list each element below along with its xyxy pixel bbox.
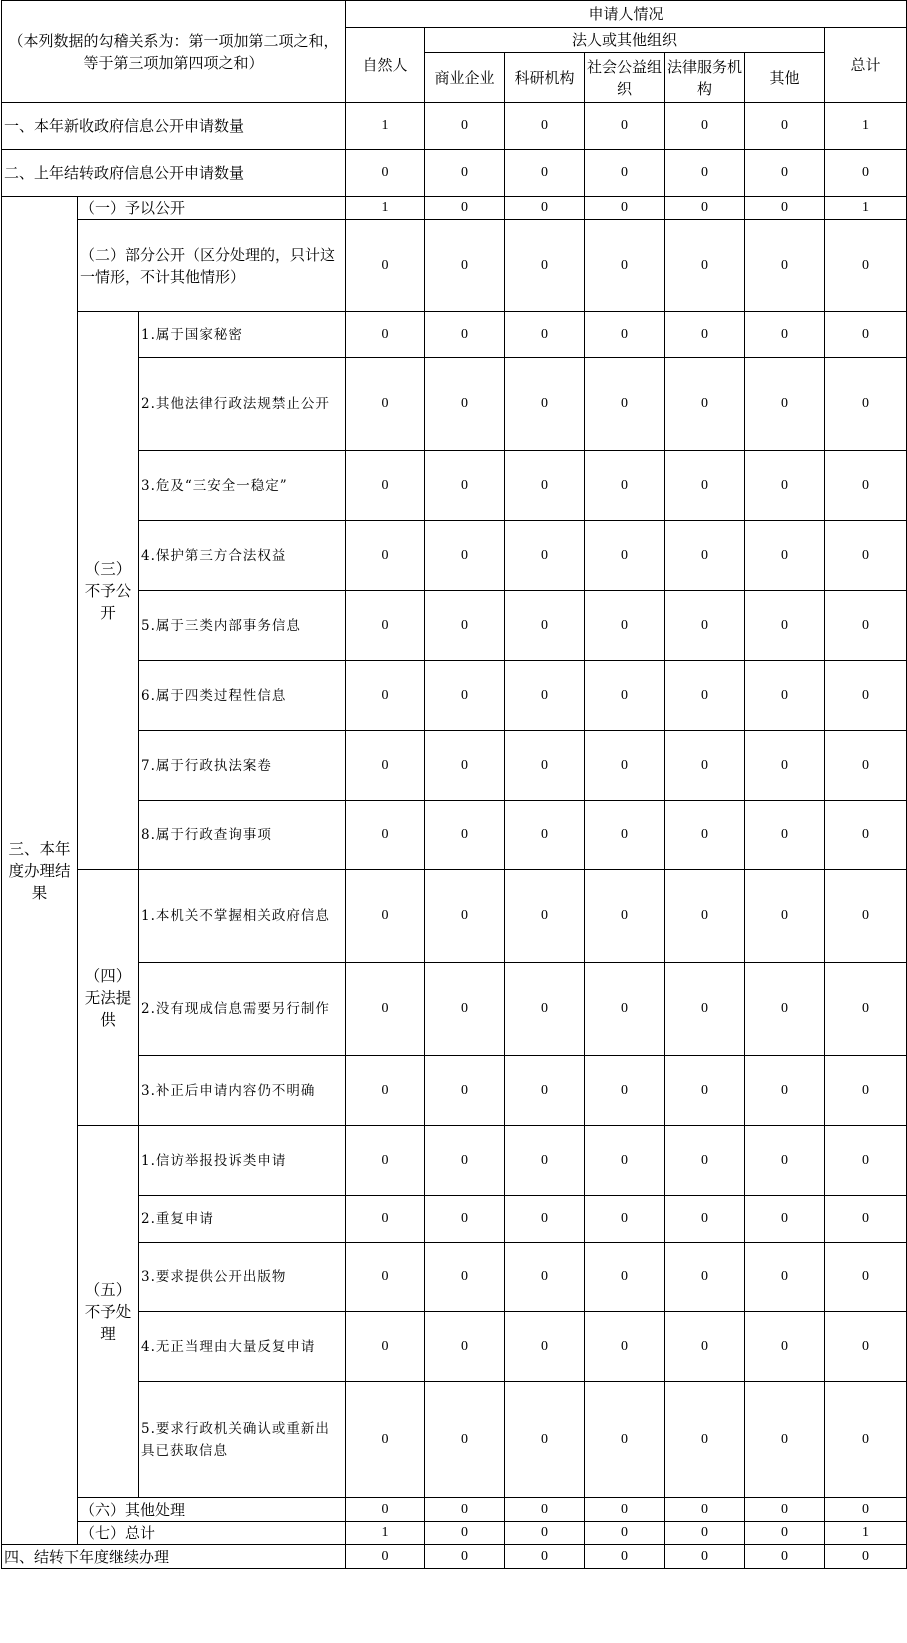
value-cell: 0 [425,731,505,801]
table-row [2,870,907,963]
value-cell: 0 [585,150,665,197]
value-cell: 0 [585,661,665,731]
row-label: （七）总计 [78,1522,346,1545]
value-cell: 0 [346,1382,425,1498]
table-row [2,103,907,150]
value-cell: 0 [425,591,505,661]
value-cell: 0 [825,1545,907,1569]
value-cell: 0 [665,103,745,150]
table-row [2,150,907,197]
value-cell: 0 [825,1382,907,1498]
value-cell: 0 [665,358,745,451]
value-cell: 0 [745,1243,825,1312]
value-cell: 0 [825,451,907,521]
value-cell: 0 [425,1545,505,1569]
value-cell: 0 [505,1498,585,1522]
value-cell: 0 [665,150,745,197]
value-cell: 1 [346,103,425,150]
header-sub-column: 法律服务机构 [665,53,745,103]
sub-row-label: 1.信访举报投诉类申请 [139,1126,346,1196]
value-cell: 0 [745,521,825,591]
sub-row-label: 3.补正后申请内容仍不明确 [139,1056,346,1126]
value-cell: 0 [825,870,907,963]
value-cell: 0 [346,1312,425,1382]
value-cell: 0 [505,521,585,591]
value-cell: 0 [585,1382,665,1498]
value-cell: 0 [585,312,665,358]
value-cell: 0 [585,358,665,451]
group-label-3: （三）不予公开 [78,312,139,870]
value-cell: 0 [425,1382,505,1498]
value-cell: 0 [425,1126,505,1196]
value-cell: 0 [505,1312,585,1382]
value-cell: 0 [745,1056,825,1126]
value-cell: 0 [585,963,665,1056]
sub-row-label: 6.属于四类过程性信息 [139,661,346,731]
value-cell: 0 [505,1545,585,1569]
value-cell: 0 [505,591,585,661]
value-cell: 1 [825,103,907,150]
value-cell: 0 [825,150,907,197]
value-cell: 0 [505,1243,585,1312]
value-cell: 0 [585,870,665,963]
value-cell: 0 [505,197,585,220]
value-cell: 0 [665,451,745,521]
header-sub-column: 社会公益组织 [585,53,665,103]
sub-row-label: 5.属于三类内部事务信息 [139,591,346,661]
value-cell: 0 [505,1382,585,1498]
value-cell: 0 [505,220,585,312]
value-cell: 0 [585,1312,665,1382]
section-label-3: 三、本年度办理结果 [2,197,78,1545]
sub-row-label: 4.保护第三方合法权益 [139,521,346,591]
value-cell: 0 [745,963,825,1056]
value-cell: 0 [585,451,665,521]
row-label: （二）部分公开（区分处理的，只计这一情形，不计其他情形） [78,220,346,312]
row-label: 二、上年结转政府信息公开申请数量 [2,150,346,197]
value-cell: 0 [585,1498,665,1522]
value-cell: 0 [425,358,505,451]
value-cell: 0 [665,801,745,870]
value-cell: 1 [825,197,907,220]
value-cell: 0 [346,220,425,312]
value-cell: 0 [745,801,825,870]
value-cell: 0 [425,312,505,358]
value-cell: 0 [665,1126,745,1196]
table-body [2,1,907,1569]
value-cell: 0 [425,1498,505,1522]
table-row [2,220,907,312]
value-cell: 0 [825,591,907,661]
value-cell: 0 [585,1545,665,1569]
value-cell: 0 [505,451,585,521]
value-cell: 0 [346,731,425,801]
sub-row-label: 5.要求行政机关确认或重新出具已获取信息 [139,1382,346,1498]
value-cell: 0 [585,1522,665,1545]
sub-row-label: 1.本机关不掌握相关政府信息 [139,870,346,963]
value-cell: 0 [585,220,665,312]
header-legal-or-other-org: 法人或其他组织 [425,28,825,53]
table-row [2,1126,907,1196]
value-cell: 0 [425,1522,505,1545]
header-row-1 [2,1,907,28]
value-cell: 0 [346,963,425,1056]
header-sub-column: 商业企业 [425,53,505,103]
value-cell: 0 [505,1522,585,1545]
value-cell: 0 [505,1196,585,1243]
row-label: 四、结转下年度继续办理 [2,1545,346,1569]
group-label-5: （五）不予处理 [78,1126,139,1498]
sub-row-label: 2.没有现成信息需要另行制作 [139,963,346,1056]
sub-row-label: 4.无正当理由大量反复申请 [139,1312,346,1382]
value-cell: 0 [346,1498,425,1522]
value-cell: 0 [346,1196,425,1243]
value-cell: 0 [505,870,585,963]
value-cell: 0 [825,1312,907,1382]
value-cell: 0 [505,312,585,358]
group-label-4: （四）无法提供 [78,870,139,1126]
value-cell: 0 [425,963,505,1056]
value-cell: 0 [346,1545,425,1569]
row-label: （六）其他处理 [78,1498,346,1522]
value-cell: 0 [346,1126,425,1196]
sub-row-label: 3.要求提供公开出版物 [139,1243,346,1312]
value-cell: 0 [505,150,585,197]
value-cell: 0 [346,451,425,521]
header-applicant-situation: 申请人情况 [346,1,907,28]
value-cell: 0 [745,1382,825,1498]
value-cell: 0 [585,521,665,591]
value-cell: 0 [425,1056,505,1126]
value-cell: 0 [505,731,585,801]
value-cell: 0 [346,801,425,870]
value-cell: 0 [425,197,505,220]
value-cell: 1 [346,1522,425,1545]
value-cell: 0 [825,661,907,731]
value-cell: 0 [825,220,907,312]
value-cell: 0 [745,312,825,358]
value-cell: 0 [745,103,825,150]
value-cell: 0 [745,1498,825,1522]
sub-row-label: 8.属于行政查询事项 [139,801,346,870]
value-cell: 0 [346,150,425,197]
value-cell: 0 [665,1522,745,1545]
value-cell: 0 [425,521,505,591]
table-row [2,1545,907,1569]
value-cell: 0 [425,1196,505,1243]
sub-row-label: 3.危及“三安全一稳定” [139,451,346,521]
value-cell: 1 [346,197,425,220]
sub-row-label: 7.属于行政执法案卷 [139,731,346,801]
value-cell: 0 [745,1522,825,1545]
value-cell: 0 [505,358,585,451]
row-label: （一）予以公开 [78,197,346,220]
value-cell: 0 [665,963,745,1056]
value-cell: 0 [825,801,907,870]
value-cell: 0 [745,451,825,521]
table-row [2,312,907,358]
value-cell: 0 [505,963,585,1056]
value-cell: 0 [665,870,745,963]
header-natural-person: 自然人 [346,28,425,103]
value-cell: 0 [665,1545,745,1569]
value-cell: 0 [346,591,425,661]
header-sub-column: 科研机构 [505,53,585,103]
value-cell: 0 [825,312,907,358]
value-cell: 0 [425,1312,505,1382]
value-cell: 0 [505,661,585,731]
value-cell: 0 [346,661,425,731]
value-cell: 0 [585,731,665,801]
value-cell: 0 [665,1498,745,1522]
value-cell: 0 [665,521,745,591]
value-cell: 0 [825,1056,907,1126]
table-row [2,1522,907,1545]
value-cell: 0 [745,1545,825,1569]
value-cell: 0 [825,963,907,1056]
value-cell: 0 [745,1126,825,1196]
value-cell: 0 [425,150,505,197]
value-cell: 0 [585,103,665,150]
value-cell: 0 [425,103,505,150]
value-cell: 0 [346,870,425,963]
header-note: （本列数据的勾稽关系为：第一项加第二项之和，等于第三项加第四项之和） [2,1,346,103]
value-cell: 0 [665,197,745,220]
value-cell: 0 [346,1243,425,1312]
value-cell: 0 [825,1243,907,1312]
header-sub-column: 其他 [745,53,825,103]
value-cell: 0 [825,1196,907,1243]
government-info-disclosure-table [1,0,907,1569]
value-cell: 0 [585,591,665,661]
value-cell: 0 [505,1126,585,1196]
value-cell: 0 [425,661,505,731]
value-cell: 0 [665,1056,745,1126]
value-cell: 0 [505,801,585,870]
table-row [2,1498,907,1522]
value-cell: 0 [745,358,825,451]
value-cell: 0 [346,312,425,358]
value-cell: 0 [665,1312,745,1382]
sub-row-label: 2.重复申请 [139,1196,346,1243]
value-cell: 0 [585,197,665,220]
value-cell: 0 [665,661,745,731]
table-row [2,197,907,220]
value-cell: 0 [825,1498,907,1522]
sub-row-label: 1.属于国家秘密 [139,312,346,358]
header-total: 总计 [825,28,907,103]
value-cell: 0 [585,1196,665,1243]
value-cell: 0 [346,521,425,591]
value-cell: 0 [585,1243,665,1312]
value-cell: 0 [585,1056,665,1126]
value-cell: 0 [425,801,505,870]
value-cell: 0 [825,731,907,801]
value-cell: 0 [505,103,585,150]
value-cell: 0 [346,1056,425,1126]
value-cell: 0 [745,150,825,197]
value-cell: 0 [665,1382,745,1498]
value-cell: 0 [745,870,825,963]
value-cell: 0 [825,358,907,451]
value-cell: 0 [665,220,745,312]
value-cell: 0 [825,521,907,591]
value-cell: 0 [665,1243,745,1312]
value-cell: 0 [425,1243,505,1312]
value-cell: 0 [665,1196,745,1243]
value-cell: 0 [745,197,825,220]
value-cell: 0 [346,358,425,451]
value-cell: 0 [745,731,825,801]
row-label: 一、本年新收政府信息公开申请数量 [2,103,346,150]
value-cell: 0 [745,661,825,731]
value-cell: 0 [585,801,665,870]
sub-row-label: 2.其他法律行政法规禁止公开 [139,358,346,451]
value-cell: 0 [745,220,825,312]
value-cell: 1 [825,1522,907,1545]
value-cell: 0 [585,1126,665,1196]
value-cell: 0 [425,220,505,312]
value-cell: 0 [825,1126,907,1196]
value-cell: 0 [425,451,505,521]
value-cell: 0 [665,312,745,358]
value-cell: 0 [425,870,505,963]
value-cell: 0 [665,591,745,661]
value-cell: 0 [665,731,745,801]
value-cell: 0 [745,591,825,661]
value-cell: 0 [745,1312,825,1382]
value-cell: 0 [745,1196,825,1243]
value-cell: 0 [505,1056,585,1126]
